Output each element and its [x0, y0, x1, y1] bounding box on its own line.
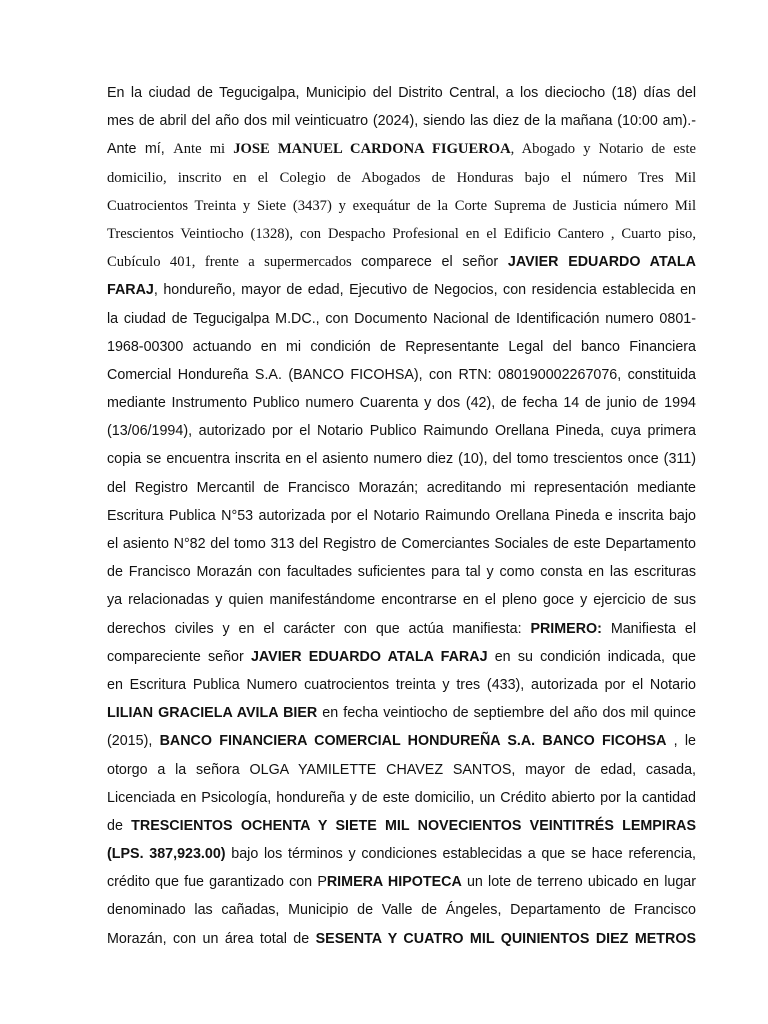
- text-segment: crédito que fue garantizado con P: [107, 874, 327, 891]
- text-segment: Manifiesta el: [601, 620, 696, 637]
- text-segment: Licenciada en Psicología, hondureña y de este domicilio, un Crédito abierto por la cantidad: [107, 789, 696, 806]
- bold-text-segment: FARAJ: [107, 282, 154, 299]
- text-segment: Cubículo 401, frente a supermercados: [107, 254, 362, 271]
- paragraph-line: [107, 840, 696, 868]
- text-segment: un lote de terreno ubicado en lugar: [461, 874, 696, 891]
- paragraph-line: [107, 333, 696, 361]
- paragraph-line: [107, 727, 696, 755]
- text-segment: el asiento N°82 del tomo 313 del Registro de Comerciantes Sociales de este Departamento: [107, 536, 696, 552]
- bold-text-segment: JOSE MANUEL CARDONA FIGUEROA: [233, 141, 511, 158]
- text-segment: Comercial Hondureña S.A. (BANCO FICOHSA), con RTN: 080190002267076, constituida: [107, 366, 696, 383]
- text-segment: de: [107, 817, 132, 834]
- bold-text-segment: BANCO FINANCIERA COMERCIAL HONDUREÑA S.A. BANCO FICOHSA: [159, 733, 667, 750]
- paragraph-line: [107, 502, 696, 530]
- text-segment: En la ciudad de Tegucigalpa, Municipio del Distrito Central, a los dieciocho (18) días del: [107, 85, 696, 101]
- text-segment: ya relacionadas y quien manifestándome encontrarse en el pleno goce y ejercicio de sus: [107, 592, 696, 609]
- text-segment: comparece el señor: [361, 254, 508, 271]
- paragraph-line: [107, 586, 696, 614]
- paragraph-line: [107, 474, 696, 502]
- text-segment: (13/06/1994), autorizado por el Notario Publico Raimundo Orellana Pineda, cuya primera: [107, 423, 696, 440]
- bold-text-segment: RIMERA HIPOTECA: [326, 874, 462, 891]
- text-segment: Trescientos Veintiocho (1328), con Despacho Profesional en el Edificio Cantero , Cuarto piso,: [107, 225, 696, 242]
- text-segment: Escritura Publica N°53 autorizada por el Notario Raimundo Orellana Pineda e inscrita bajo: [107, 507, 696, 524]
- text-segment: denominado las cañadas, Municipio de Valle de Ángeles, Departamento de Francisco: [107, 902, 696, 919]
- text-segment: derechos civiles y en el carácter con que actúa manifiesta:: [107, 620, 531, 637]
- paragraph-line: [107, 389, 696, 417]
- text-segment: bajo los términos y condiciones establecidas a que se hace referencia,: [225, 846, 696, 863]
- paragraph-line: [107, 248, 696, 276]
- text-segment: copia se encuentra inscrita en el asiento numero diez (10), del tomo trescientos once (311): [107, 451, 696, 468]
- text-segment: mes de abril del año dos mil veinticuatro (2024), siendo las diez de la mañana (10:00 am).-: [107, 113, 696, 130]
- text-segment: compareciente señor: [107, 648, 251, 665]
- text-segment: , hondureño, mayor de edad, Ejecutivo de Negocios, con residencia establecida en: [153, 282, 696, 299]
- paragraph-line: [107, 107, 696, 135]
- text-segment: en Escritura Publica Numero cuatrocientos treinta y tres (433), autorizada por el Notario: [107, 676, 696, 693]
- text-segment: de Francisco Morazán con facultades suficientes para tal y como consta en las escrituras: [107, 564, 696, 581]
- paragraph-line: [107, 276, 696, 304]
- text-segment: del Registro Mercantil de Francisco Morazán; acreditando mi representación mediante: [107, 479, 696, 496]
- paragraph-line: [107, 192, 696, 220]
- bold-text-segment: JAVIER EDUARDO ATALA: [507, 254, 696, 271]
- paragraph-line: [107, 558, 696, 586]
- text-segment: 1968-00300 actuando en mi condición de Representante Legal del banco Financiera: [107, 338, 696, 355]
- paragraph-line: [107, 530, 696, 558]
- text-segment: mediante Instrumento Publico numero Cuarenta y dos (42), de fecha 14 de junio de 1994: [107, 395, 696, 412]
- paragraph-line: [107, 671, 696, 699]
- paragraph-line: [107, 164, 696, 192]
- text-segment: otorgo a la señora OLGA YAMILETTE CHAVEZ SANTOS, mayor de edad, casada,: [107, 761, 696, 778]
- text-segment: domicilio, inscrito en el Colegio de Abogados de Honduras bajo el número Tres Mil: [107, 169, 696, 186]
- bold-text-segment: JAVIER EDUARDO ATALA FARAJ: [250, 648, 488, 665]
- text-segment: Ante mí,: [107, 141, 174, 158]
- bold-text-segment: (LPS. 387,923.00): [107, 846, 226, 863]
- paragraph-line: [107, 361, 696, 389]
- text-segment: Ante mi: [173, 141, 234, 158]
- paragraph-line: [107, 417, 696, 445]
- paragraph-line: [107, 643, 696, 671]
- text-segment: en fecha veintiocho de septiembre del año dos mil quince: [317, 705, 696, 722]
- text-segment: Cuatrocientos Treinta y Siete (3437) y exequátur de la Corte Suprema de Justicia número Mil: [107, 197, 696, 214]
- paragraph-line: [107, 868, 696, 896]
- paragraph-line: [107, 615, 696, 643]
- bold-text-segment: SESENTA Y CUATRO MIL QUINIENTOS DIEZ METROS: [315, 930, 696, 947]
- paragraph-line: [107, 812, 696, 840]
- text-segment: la ciudad de Tegucigalpa M.DC., con Documento Nacional de Identificación numero 0801-: [107, 310, 696, 327]
- text-segment: Morazán, con un área total de: [107, 930, 316, 947]
- paragraph-line: [107, 305, 696, 333]
- text-segment: , le: [666, 733, 696, 750]
- text-segment: , Abogado y Notario de este: [510, 141, 696, 158]
- paragraph-line: [107, 925, 696, 953]
- bold-text-segment: TRESCIENTOS OCHENTA Y SIETE MIL NOVECIENTOS VEINTITRÉS LEMPIRAS: [131, 817, 696, 834]
- paragraph-line: [107, 135, 696, 163]
- text-segment: en su condición indicada, que: [487, 648, 696, 665]
- paragraph-line: [107, 896, 696, 924]
- bold-text-segment: LILIAN GRACIELA AVILA BIER: [107, 705, 318, 722]
- text-segment: (2015),: [107, 733, 160, 750]
- paragraph-line: [107, 79, 696, 107]
- paragraph-line: [107, 784, 696, 812]
- paragraph-line: [107, 756, 696, 784]
- paragraph-line: [107, 445, 696, 473]
- bold-text-segment: PRIMERO:: [530, 620, 602, 637]
- paragraph-line: [107, 220, 696, 248]
- paragraph-line: [107, 699, 696, 727]
